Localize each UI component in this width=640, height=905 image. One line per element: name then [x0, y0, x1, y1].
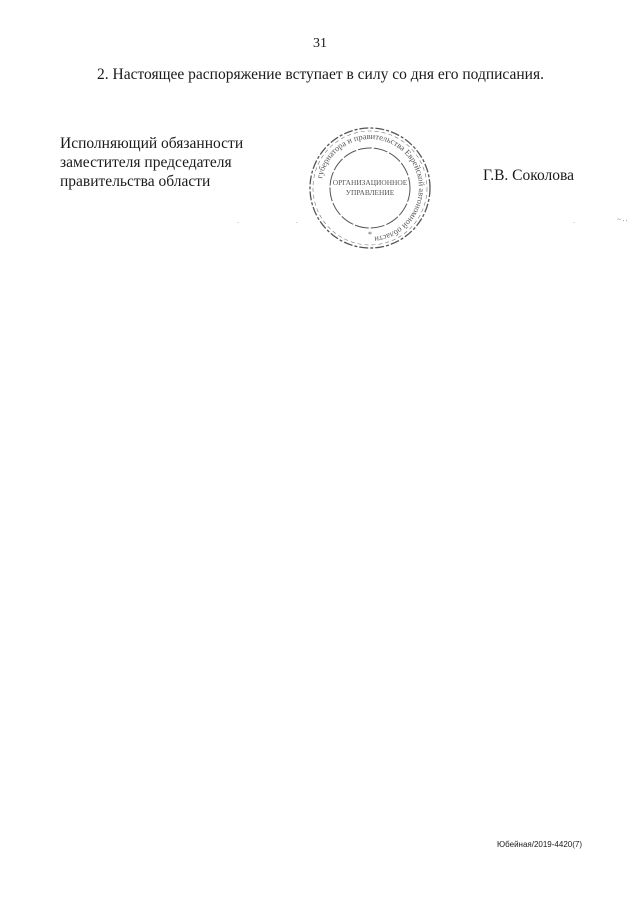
official-seal-stamp: [307, 125, 433, 251]
seal-graphic: [307, 125, 433, 251]
signer-title: [60, 134, 243, 191]
signer-title-line-1: Исполняющий обязанности: [60, 135, 244, 152]
footer-document-code: Юбейная/2019-4420(7): [497, 840, 582, 849]
page-number: 31: [313, 36, 327, 51]
seal-ring-text-path: губернатора и правительства Еврейской автономной области: [315, 131, 427, 244]
seal-center-line-1: ОРГАНИЗАЦИОННОЕ: [332, 178, 408, 187]
scan-squiggle-mark: ~⸳⸳: [617, 215, 629, 224]
scan-dot-mark: .: [237, 216, 240, 225]
seal-center-line-2: УПРАВЛЕНИЕ: [345, 188, 395, 197]
scan-dot-mark: .: [296, 216, 299, 225]
seal-star-icon: *: [368, 230, 372, 239]
signer-title-line-2: заместителя председателя: [60, 154, 232, 171]
scan-dot-mark: .: [573, 216, 576, 225]
order-paragraph: 2. Настоящее распоряжение вступает в силу со дня его подписания.: [97, 66, 544, 83]
signer-name: Г.В. Соколова: [483, 167, 575, 184]
signer-title-line-3: правительства области: [60, 173, 211, 190]
